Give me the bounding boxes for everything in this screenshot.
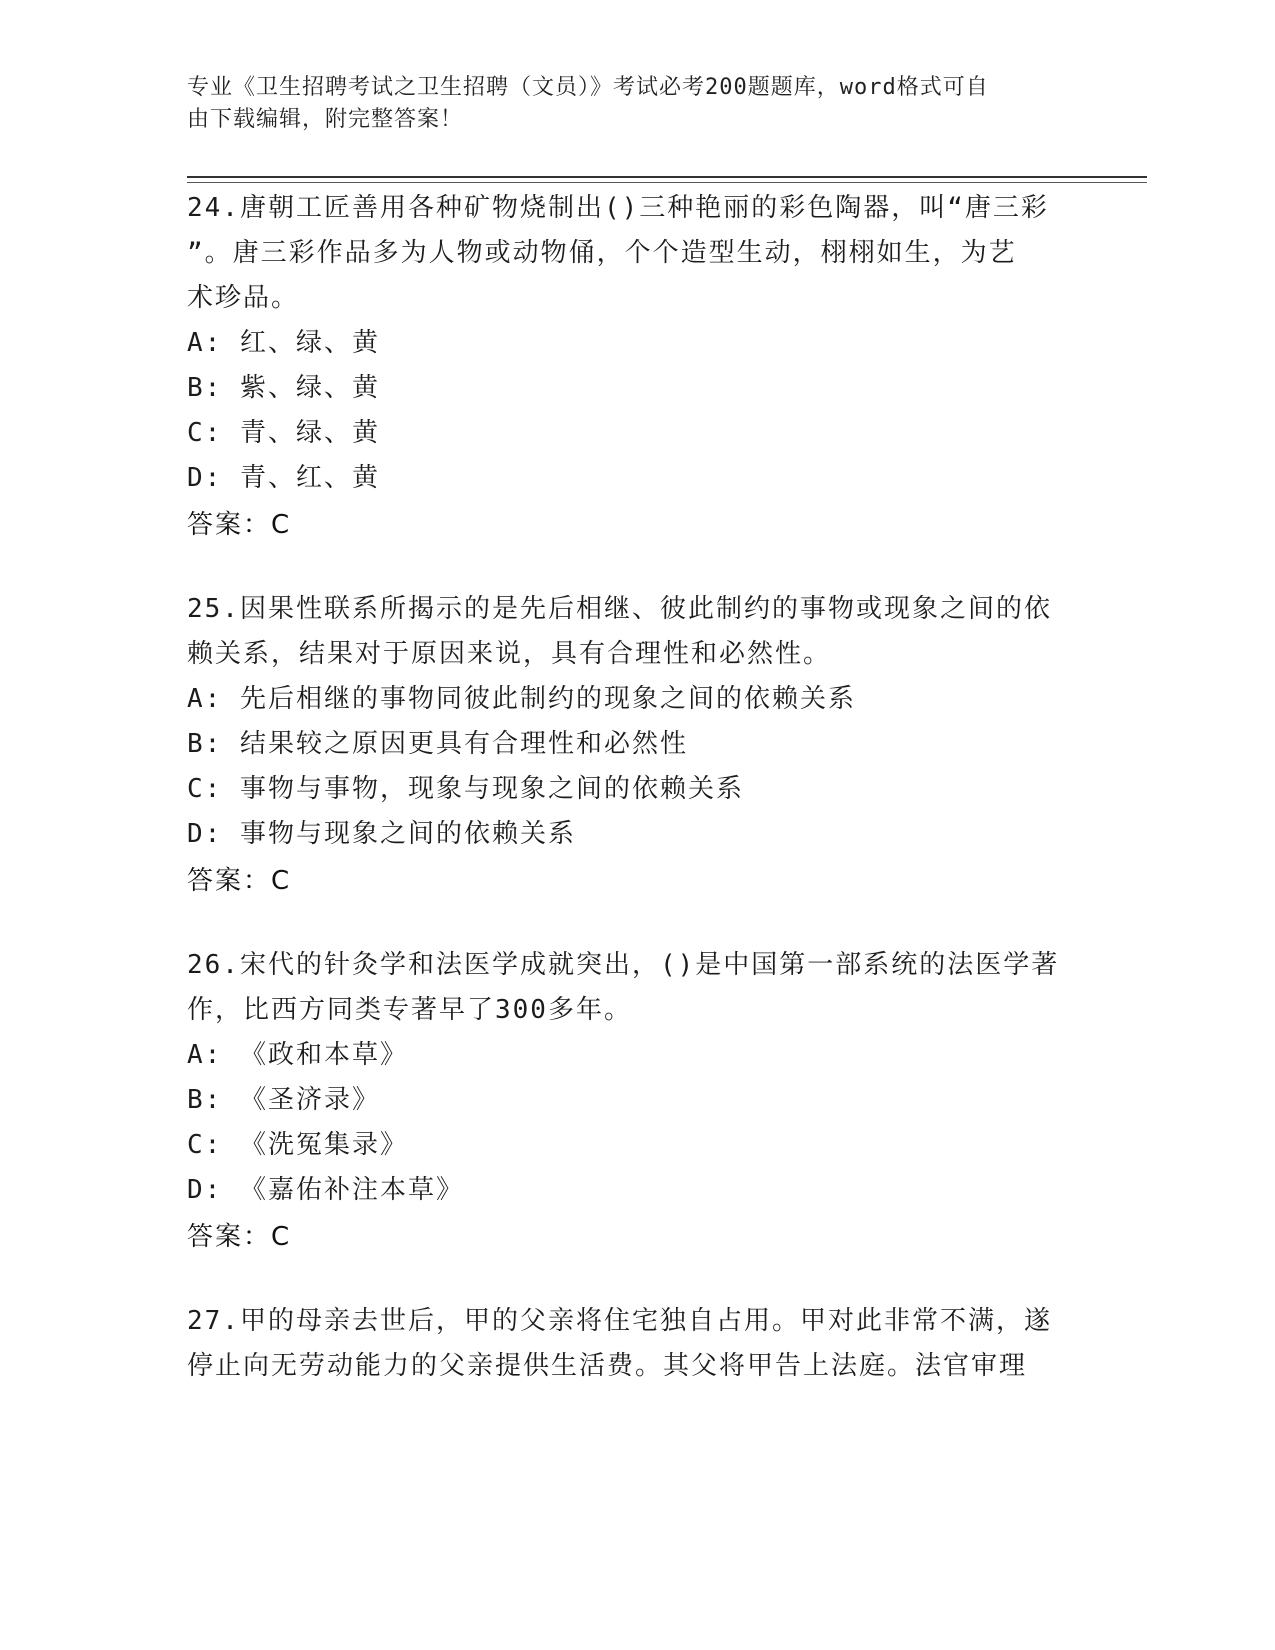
question-24 xyxy=(187,186,1087,549)
header-line-1: 专业《卫生招聘考试之卫生招聘（文员）》考试必考200题题库，word格式可自 xyxy=(187,75,989,100)
option-d: D: 事物与现象之间的依赖关系 xyxy=(187,819,576,849)
option-a: A: 先后相继的事物同彼此制约的现象之间的依赖关系 xyxy=(187,684,856,714)
question-text: 赖关系，结果对于原因来说，具有合理性和必然性。 xyxy=(187,639,832,669)
question-text: 24.唐朝工匠善用各种矿物烧制出()三种艳丽的彩色陶器，叫“唐三彩 xyxy=(187,193,1049,223)
question-text: 术珍品。 xyxy=(187,283,300,313)
option-c: C: 事物与事物，现象与现象之间的依赖关系 xyxy=(187,774,744,804)
option-c: C: 青、绿、黄 xyxy=(187,418,380,448)
question-text: 25.因果性联系所揭示的是先后相继、彼此制约的事物或现象之间的依 xyxy=(187,594,1052,624)
answer: 答案：C xyxy=(187,1222,292,1252)
header-divider-thick xyxy=(187,176,1147,178)
question-text: 作，比西方同类专著早了300多年。 xyxy=(187,995,632,1025)
answer: 答案：C xyxy=(187,866,292,896)
answer: 答案：C xyxy=(187,510,292,540)
option-d: D: 《嘉佑补注本草》 xyxy=(187,1175,464,1205)
question-text: 26.宋代的针灸学和法医学成就突出，()是中国第一部系统的法医学著 xyxy=(187,950,1060,980)
question-text: 27.甲的母亲去世后，甲的父亲将住宅独自占用。甲对此非常不满，遂 xyxy=(187,1306,1052,1336)
option-b: B: 结果较之原因更具有合理性和必然性 xyxy=(187,729,688,759)
option-c: C: 《洗冤集录》 xyxy=(187,1130,408,1160)
option-a: A: 红、绿、黄 xyxy=(187,328,380,358)
option-a: A: 《政和本草》 xyxy=(187,1040,408,1070)
header-line-2: 由下载编辑，附完整答案！ xyxy=(187,107,464,132)
option-b: B: 《圣济录》 xyxy=(187,1085,380,1115)
header-divider-thin xyxy=(187,182,1147,183)
document-header xyxy=(187,72,1067,136)
question-list xyxy=(187,186,1087,1427)
question-text: 停止向无劳动能力的父亲提供生活费。其父将甲告上法庭。法官审理 xyxy=(187,1351,1028,1381)
question-25 xyxy=(187,587,1087,905)
option-d: D: 青、红、黄 xyxy=(187,463,380,493)
question-27 xyxy=(187,1299,1087,1389)
option-b: B: 紫、绿、黄 xyxy=(187,373,380,403)
question-text: ”。唐三彩作品多为人物或动物俑，个个造型生动，栩栩如生，为艺 xyxy=(187,238,1017,268)
question-26 xyxy=(187,943,1087,1261)
